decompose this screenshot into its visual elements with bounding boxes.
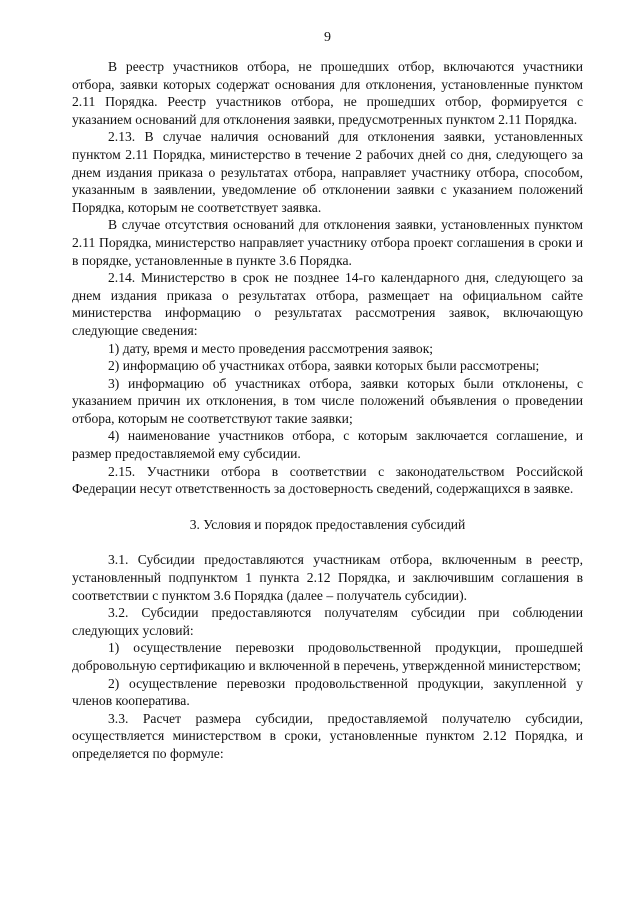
paragraph-2-13: 2.13. В случае наличия оснований для отклонения заявки, установленных пунктом 2.11 Порядка, министерство в течение 2 рабочих дней со дня, следующего за днем издания приказа о результатах отбора, направляет участнику отбора, способом, указанным в заявлении, уведомление об отклонении заявки с указанием положений Порядка, которым не соответствует заявка.: [72, 129, 583, 215]
paragraph-2-15: 2.15. Участники отбора в соответствии с законодательством Российской Федерации несут ответственность за достоверность сведений, содержащихся в заявке.: [72, 463, 583, 497]
paragraph-3-1: 3.1. Субсидии предоставляются участникам отбора, включенным в реестр, установленный подпунктом 1 пункта 2.12 Порядка, и заключившим соглашения в соответствии с пунктом 3.6 Порядка (далее – получатель субсидии).: [72, 552, 583, 603]
list-item-3-2-2: 2) осуществление перевозки продовольственной продукции, закупленной у членов кооператива.: [72, 675, 583, 709]
paragraph-3-3: 3.3. Расчет размера субсидии, предоставляемой получателю субсидии, осуществляется министерством в сроки, установленные пунктом 2.12 Порядка, и определяется по формуле:: [72, 710, 583, 761]
section-3-heading: 3. Условия и порядок предоставления субсидий: [189, 516, 466, 532]
list-item-2-14-4: 4) наименование участников отбора, с которым заключается соглашение, и размер предоставляемой ему субсидии.: [72, 428, 583, 462]
paragraph-3-2: 3.2. Субсидии предоставляются получателям субсидии при соблюдении следующих условий:: [72, 605, 583, 638]
list-item-2-14-2: 2) информацию об участниках отбора, заявки которых были рассмотрены;: [108, 358, 540, 374]
list-item-3-2-1: 1) осуществление перевозки продовольственной продукции, прошедшей добровольную сертификацию и включенной в перечень, утвержденной министерством;: [72, 640, 583, 673]
list-item-2-14-1: 1) дату, время и место проведения рассмотрения заявок;: [108, 340, 434, 356]
paragraph-rejected-registry: В реестр участников отбора, не прошедших отбор, включаются участники отбора, заявки которых содержат основания для отклонения, установленные пунктом 2.11 Порядка. Реестр участников отбора, не прошедших отбор, формируется с указанием оснований для отклонения заявки, предусмотренных пунктом 2.11 Порядка.: [72, 59, 583, 127]
page-number: 9: [324, 30, 331, 45]
paragraph-no-rejection: В случае отсутствия оснований для отклонения заявки, установленных пунктом 2.11 Порядка, министерство направляет участнику отбора проект соглашения в сроки и в порядке, установленные в пункте 3.6 Порядка.: [72, 217, 583, 268]
paragraph-2-14: 2.14. Министерство в срок не позднее 14-го календарного дня, следующего за днем издания приказа о результатах отбора, размещает на официальном сайте министерства информацию о результатах рассмотрения заявок, включающую следующие сведения:: [72, 270, 583, 338]
list-item-2-14-3: 3) информацию об участниках отбора, заявки которых были отклонены, с указанием причин их отклонения, в том числе положений объявления о проведении отбора, которым не соответствуют такие заявки;: [72, 375, 583, 426]
